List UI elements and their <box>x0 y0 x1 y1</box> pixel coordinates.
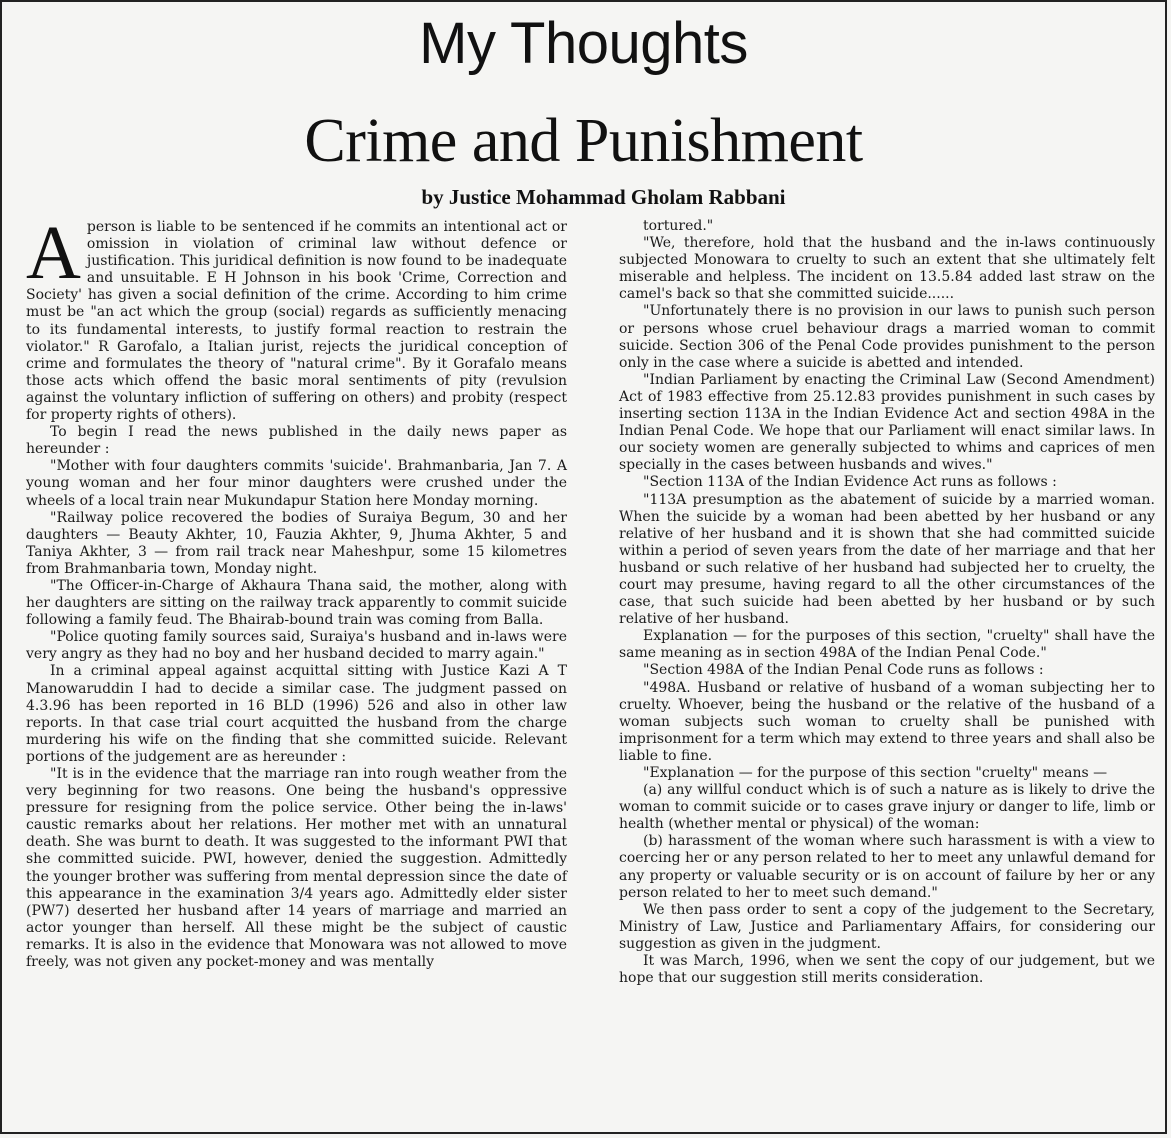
article-paragraph: "The Officer-in-Charge of Akhaura Thana said, the mother, along with her daughters are sitting on the railway track apparently to commit suicide following a family feud. The Bhairab-bound train was coming from Balla. <box>26 577 567 629</box>
article-paragraph: We then pass order to sent a copy of the judgement to the Secretary, Ministry of Law, Justice and Parliamentary Affairs, for considering our suggestion as given in the judgment. <box>619 901 1155 952</box>
drop-cap: A <box>26 211 81 295</box>
article-paragraph: tortured." <box>643 218 714 234</box>
article-paragraph: "Mother with four daughters commits 'suicide'. Brahmanbaria, Jan 7. A young woman and her four minor daughters were crushed under the wheels of a local train near Mukundapur Station here Monday morning. <box>26 458 567 509</box>
article-paragraph: (b) harassment of the woman where such harassment is with a view to coercing her or any person related to her to meet any unlawful demand for any property or valuable security or is on account of failure by her or any person related to her to meet such demand." <box>619 833 1155 901</box>
article-paragraph: Explanation — for the purposes of this section, "cruelty" shall have the same meaning as in section 498A of the Indian Penal Code." <box>619 628 1155 662</box>
article-paragraph: In a criminal appeal against acquittal sitting with Justice Kazi A T Manowaruddin I had to decide a similar case. The judgment passed on 4.3.96 has been reported in 16 BLD (1996) 526 and also in other law reports. In that case trial court acquitted the husband from the charge murdering his wife on the finding that she committed suicide. Relevant portions of the judgement are as hereunder : <box>26 663 567 765</box>
article-paragraph: "Railway police recovered the bodies of Suraiya Begum, 30 and her daughters — Beauty Akhter, 10, Fauzia Akhter, 9, Jhuma Akhter, 5 and Taniya Akhter, 3 — from rail track near Maheshpur, some 15 kilometres from Brahmanbaria town, Monday night. <box>26 509 567 577</box>
article-column-left <box>26 211 567 971</box>
article-paragraph: "Unfortunately there is no provision in our laws to punish such person or persons whose cruel behaviour drags a married woman to commit suicide. Section 306 of the Penal Code provides punishment to the person only in the case where a suicide is abetted and intended. <box>619 303 1155 371</box>
article-paragraph: "Explanation — for the purpose of this section "cruelty" means — <box>643 765 1108 781</box>
article-paragraph: "We, therefore, hold that the husband and the in-laws continuously subjected Monowara to cruelty to such an extent that she ultimately felt miserable and helpless. The incident on 13.5.84 added last straw on the camel's back so that she committed suicide...... <box>619 235 1155 303</box>
article-paragraph: "113A presumption as the abatement of suicide by a married woman. When the suicide by a woman had been abetted by her husband or any relative of her husband and it is shown that she had committed suicide within a period of seven years from the date of her marriage and that her husband or such relative of her husband had subjected her to cruelty, the court may presume, having regard to all the other circumstances of the case, that such suicide had been abetted by her husband or by such relative of her husband. <box>619 491 1155 628</box>
article-paragraph: "Section 113A of the Indian Evidence Act runs as follows : <box>643 474 1057 491</box>
article-paragraph: "Indian Parliament by enacting the Criminal Law (Second Amendment) Act of 1983 effective from 25.12.83 provides punishment in such cases by inserting section 113A in the Indian Evidence Act and section 498A in the Indian Penal Code. We hope that our Parliament will enact similar laws. In our society women are generally subjected to whims and caprices of men specially in the cases between husbands and wives." <box>619 371 1155 474</box>
article-subtitle: Crime and Punishment <box>304 107 863 175</box>
paragraph-text: person is liable to be sentenced if he commits an intentional act or omission in violation of criminal law without defence or justification. This juridical definition is now found to be inadequate and unsuitable. E H Johnson in his book 'Crime, Correction and Society' has given a social definition of the crime. According to him crime must be "an act which the group (social) regards as sufficiently menacing to its fundamental interests, to justify formal reaction to restrain the violator." R Garofalo, a Italian jurist, rejects the juridical conception of crime and formulates the theory of "natural crime". By it Gorafalo means those acts which offend the basic moral sentiments of pity (revulsion against the voluntary infliction of suffering on others) and probity (respect for property rights of others). <box>26 219 567 424</box>
article-paragraph: "Police quoting family sources said, Suraiya's husband and in-laws were very angry as they had no boy and her husband decided to marry again." <box>26 629 567 663</box>
article-paragraph <box>26 211 567 424</box>
article-paragraph: "Section 498A of the Indian Penal Code runs as follows : <box>643 662 1044 679</box>
article-paragraph: (a) any willful conduct which is of such a nature as is likely to drive the woman to commit suicide or to cases grave injury or danger to life, limb or health (whether mental or physical) of the woman: <box>619 782 1155 833</box>
article-column-right <box>619 218 1155 987</box>
article-paragraph: To begin I read the news published in the daily news paper as hereunder : <box>26 424 567 458</box>
article-paragraph: "498A. Husband or relative of husband of a woman subjecting her to cruelty. Whoever, being the husband or the relative of the husband of a woman subjects such woman to cruelty shall be punished with imprisonment for a term which may extend to three years and shall also be liable to fine. <box>619 679 1155 764</box>
article-paragraph: It was March, 1996, when we sent the copy of our judgement, but we hope that our suggestion still merits consideration. <box>619 953 1155 987</box>
article-byline: by Justice Mohammad Gholam Rabbani <box>421 185 786 209</box>
article-title: My Thoughts <box>419 11 748 76</box>
article-paragraph: "It is in the evidence that the marriage ran into rough weather from the very beginning for two reasons. One being the husband's oppressive pressure for resigning from the police service. Other being the in-laws' caustic remarks about her relations. Her mother met with an unnatural death. She was burnt to death. It was suggested to the informant PWI that she committed suicide. PWI, however, denied the suggestion. Admittedly the younger brother was suffering from mental depression since the date of this appearance in the examination 3/4 years ago. Admittedly elder sister (PW7) deserted her husband after 14 years of marriage and married an actor younger than herself. All these might be the subject of caustic remarks. It is also in the evidence that Monowara was not allowed to move freely, was not given any pocket-money and was mentally <box>26 766 567 971</box>
